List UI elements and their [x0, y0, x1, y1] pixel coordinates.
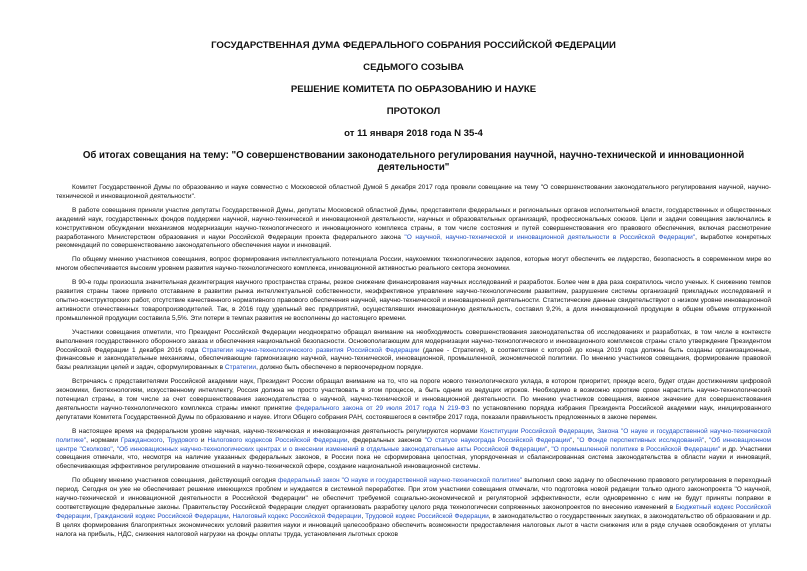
body-paragraph: [56, 477, 771, 539]
paragraph-text: ,: [572, 436, 578, 444]
document-subject: Об итогах совещания на тему: "О совершенствовании законодательного регулирования научной, научно-технической и инновационной деятельности": [82, 150, 745, 173]
body-paragraph: [56, 329, 771, 374]
header-protocol: ПРОТОКОЛ: [386, 106, 441, 117]
paragraph-text: , нормами: [86, 436, 121, 444]
paragraph-text: Комитет Государственной Думы по образованию и науке совместно с Московской областной Думой 5 декабря 2017 года провели совещание на тему "О совершенствовании законодательного регулирования научной, научно-технической и инновационной деятельности".: [56, 184, 771, 200]
document-link[interactable]: Конституции Российской Федерации: [480, 427, 593, 435]
document-link[interactable]: Трудового: [167, 436, 198, 444]
document-link[interactable]: "О Фонде перспективных исследований": [577, 436, 705, 444]
paragraph-text: , выработке конкретных рекомендаций по совершенствованию законодательного обеспечения науки и инноваций.: [56, 233, 771, 250]
paragraph-text: В 90-е годы произошла значительная дезинтеграция научного пространства страны, резкое снижение финансирования научных исследований и разработок. Более чем в два раза сократилось число ученых. К снижению темпов развития страны также привело отставание в развитии рынка интеллектуальной собственности, неэффективное управление научно-технологическим развитием, разрушение системы организаций прикладных исследований и опытно-конструкторских работ, отсутствие качественного нормативного правового обеспечения научной, научно-технической и инновационной деятельности. Статистические данные свидетельствуют о низком уровне инновационной активности отечественных товаропроизводителей. Так, в 2016 году удельный вес предприятий, осуществлявших инновационную деятельность, составил 9,2%, а доля инновационной продукции в общем объеме отгруженной промышленной продукции составила 5,5%. Эти потери в темпах развития не восполнены до настоящего времени.: [56, 279, 771, 322]
paragraph-text: ,: [112, 445, 117, 453]
document-link[interactable]: "О научной, научно-технической и инновационной деятельности в Российской Федерации": [404, 233, 696, 241]
paragraph-text: ,: [228, 512, 233, 520]
document-link[interactable]: федеральный закон "О науке и государственной научно-технической политике": [277, 477, 523, 485]
paragraph-text: В настоящее время на федеральном уровне научная, научно-техническая и инновационная деятельность регулируются нормами: [72, 427, 481, 435]
document-link[interactable]: Стратегии научно-технологического развития Российской Федерации: [201, 346, 420, 354]
paragraph-text: ,: [592, 427, 598, 435]
header-committee-decision: РЕШЕНИЕ КОМИТЕТА ПО ОБРАЗОВАНИЮ И НАУКЕ: [290, 84, 537, 95]
paragraph-text: В работе совещания приняли участие депутаты Государственной Думы, депутаты Московской областной Думы, представители федеральных и региональных органов исполнительной власти, государственных и общественных академий наук, государственных фондов поддержки научной, научно-технической и инновационной деятельности, научных и образовательных организаций, профессиональных союзов. Цели и задачи совещания заключались в конструктивном обсуждении механизмов модернизации научно-технологического и инновационного комплекса страны, в том числе состояния и путей совершенствования его правового обеспечения, включая рассмотрение разработанного Министерством образования и науки Российской Федерации проекта федерального закона: [56, 206, 771, 241]
body-paragraph: [56, 428, 771, 473]
document-link[interactable]: "Об инновационном центре "Сколково": [56, 436, 772, 453]
body-paragraph: [56, 256, 771, 274]
paragraph-text: ,: [162, 436, 168, 444]
paragraph-text: выполнил свою задачу по обеспечению правового регулирования в переходный период. Сегодня он уже не обеспечивает решение имеющихся проблем и нуждается в системной переработке. При этом участники совещания отмечали, что подготовка новой редакции только одного законопроекта "О научной, научно-технической и инновационной деятельности в Российской Федерации" не обеспечит требуемой социально-экономической и регуляторной эффективности, если одновременно с ним не будут приняты поправки в соответствующие федеральные законы. Правительству Российской Федерации следует организовать разработку целого ряда технологически сопряженных законопроектов по внесению изменений в: [56, 477, 771, 511]
document-link[interactable]: "О промышленной политике в Российской Федерации": [551, 445, 721, 453]
body-paragraph: [56, 184, 771, 202]
document-link[interactable]: федерального закона от 29 июля 2017 года N 219-ФЗ: [295, 404, 470, 412]
header-duma: ГОСУДАРСТВЕННАЯ ДУМА ФЕДЕРАЛЬНОГО СОБРАНИЯ РОССИЙСКОЙ ФЕДЕРАЦИИ: [211, 40, 616, 51]
paragraph-text: Встречаясь с представителями Российской академии наук, Президент России обращал внимание на то, что на пороге нового технологического уклада, в котором приоритет, прежде всего, будет отдан достижениям цифровой экономики, биотехнологиям, искусственному интеллекту, Россия должна не просто участвовать в этом процессе, а быть одним из ведущих игроков. Необходимо в возможно короткие сроки нарастить научно-технологический потенциал страны, в том числе за счет совершенствования законодательства о научной, научно-технической и инновационной деятельности. По мнению участников совещания, важное значение для совершенствования деятельности научно-технологического комплекса страны имеют принятие: [56, 378, 771, 412]
document-link[interactable]: Гражданского: [120, 436, 163, 444]
paragraph-text: Участники совещания отметили, что Президент Российской Федерации неоднократно обращал внимание на необходимость совершенствования законодательства об исследованиях и разработках, в том числе в контексте выполнения государственного оборонного заказа и обеспечения национальной безопасности. Основополагающим для модернизации научно-технологического и инновационного комплексов страны стало утверждение Президентом Российской Федерации 1 декабря 2016 года: [56, 328, 771, 354]
document-link[interactable]: Стратегии: [224, 364, 257, 372]
body-paragraph: [56, 207, 771, 252]
document-link[interactable]: Гражданский кодекс Российской Федерации: [94, 512, 229, 520]
paragraph-text: , должно быть обеспечено в первоочередном порядке.: [256, 364, 424, 372]
paragraph-text: (далее - Стратегия), в соответствии с которой до конца 2019 года должны быть созданы организационные, финансовые и законодательные механизмы, обеспечивающие гармонизацию научной, научно-технической, инновационной, промышленной, экономической политики. По мнению участников совещания, формирование правовой базы реализации целей и задач, сформулированных в: [56, 346, 771, 372]
document-link[interactable]: "О статусе наукограда Российской Федерации": [424, 436, 573, 444]
document-link[interactable]: Трудовой кодекс Российской Федерации: [365, 512, 489, 520]
paragraph-text: и др. Участники совещания отмечали, что, несмотря на наличие указанных федеральных законов, в России пока не сформирована целостная, упорядоченная и сбалансированная система законодательства в области науки и инноваций, обеспечивающая эффективное регулирование отношений в научно-технической сфере, создание национальной инновационной системы.: [56, 445, 772, 471]
body-paragraph: [56, 378, 771, 423]
paragraph-text: По общему мнению участников совещания, действующий сегодня: [72, 477, 278, 485]
document-link[interactable]: "Об инновационных научно-технологических центрах и о внесении изменений в отдельные законодательные акты Российской Федерации": [116, 445, 548, 453]
document-link[interactable]: Налогового кодексов Российской Федерации: [207, 436, 348, 444]
body-paragraph: [56, 279, 771, 324]
paragraph-text: , в законодательство о государственных закупках, в законодательство об образовании и др. В целях формирования благоприятных экономических условий развития науки и инноваций целесообразно обеспечить возможности предоставления налоговых льгот в части снижения или в ряде случаев освобождения от уплаты налога на прибыль, НДС, снижения налоговой нагрузки на фонды оплаты труда, установления льготных сроков: [56, 512, 771, 538]
document-body: [56, 184, 771, 540]
paragraph-text: По общему мнению участников совещания, вопрос формирования интеллектуального потенциала России, наукоемких технологических заделов, которые могут обеспечить ее лидерство, безопасность в современном мире во многом обеспечивается высоким уровнем развития научно-технологического комплекса, инновационной активностью реального сектора экономики.: [56, 256, 771, 273]
paragraph-text: ,: [361, 512, 366, 520]
header-convocation: СЕДЬМОГО СОЗЫВА: [363, 62, 464, 73]
paragraph-text: ,: [547, 445, 552, 453]
paragraph-text: , федеральных законов: [347, 436, 425, 444]
header-date-number: от 11 января 2018 года N 35-4: [344, 128, 483, 139]
document-link[interactable]: Бюджетный кодекс Российской Федерации: [56, 504, 771, 520]
document-link[interactable]: Налоговый кодекс Российской Федерации: [232, 512, 362, 520]
paragraph-text: ,: [90, 512, 95, 520]
paragraph-text: ,: [704, 436, 709, 444]
paragraph-text: по установлению порядка избрания Президента Российской академии наук, инициированного депутатами Комитета Государственной Думы по образованию и науке. Итоги Общего собрания РАН, состоявшегося в сентябре 2017 года, показали правильность предложенных в законе перемен.: [56, 404, 771, 421]
document-link[interactable]: Закона "О науке и государственной научно-технической политике": [56, 427, 771, 444]
paragraph-text: и: [197, 436, 208, 444]
